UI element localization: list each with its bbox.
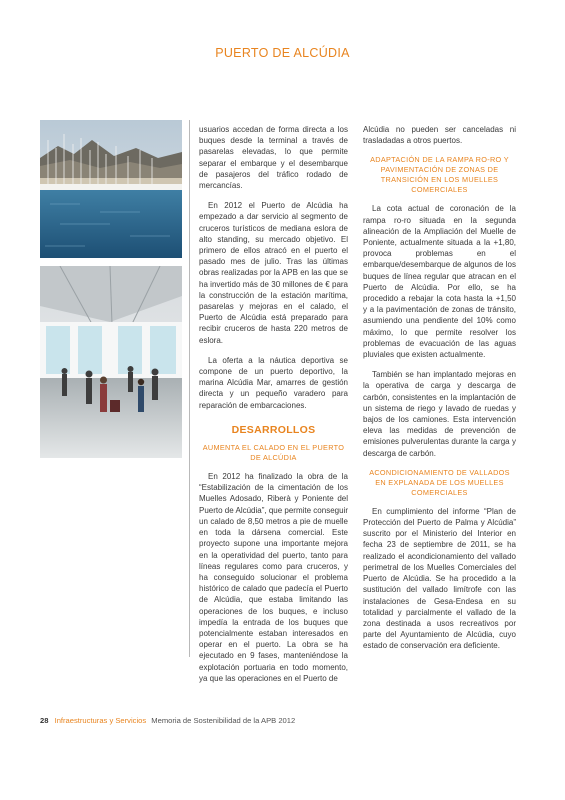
right-text-column [363, 124, 516, 661]
paragraph: La oferta a la náutica deportiva se compone de un puerto deportivo, la marina Alcúdia Mar, amarres de gestión directa y un pequeño varadero para reparación de embarcaciones. [199, 355, 348, 410]
paragraph: Alcúdia no pueden ser canceladas ni trasladadas a otros puertos. [363, 125, 516, 146]
subheading: ACONDICIONAMIENTO DE VALLADOS EN EXPLANADA DE LOS MUELLES COMERCIALES [369, 467, 510, 497]
column-divider [189, 120, 190, 657]
paragraph: También se han implantado mejoras en la operativa de carga y descarga de carbón, consistentes en la implantación de un sistema de riego y lavado de ruedas y bajos de los camiones. Esta intervención eleva las medidas de prevención de emisiones pulverulentas durante la carga y descarga de carbón. [363, 370, 516, 458]
paragraph: En cumplimiento del informe “Plan de Protección del Puerto de Palma y Alcúdia” suscrito por el Ministerio del Interior en fecha 23 de septiembre de 2011, se ha realizado el acondicionamiento del vallado perimetral de los Muelles Comerciales del Puerto de Alcúdia. Se ha procedido a la sustitución del vallado limítrofe con las instalaciones de Gesa-Endesa en su totalidad y parcialmente el vallado de la zona destinada a usos recreativos por parte del Ayuntamiento de Alcúdia, cuyo estado de conservación era deficiente. [363, 506, 516, 651]
footer-section: Infraestructuras y Servicios [54, 716, 147, 725]
harbor-photo [40, 120, 182, 258]
paragraph: En 2012 el Puerto de Alcúdia ha empezado a dar servicio al segmento de cruceros turísticos de mediana eslora de alto standing, su mercado objetivo. El primero de ellos atracó en el puerto el pasado mes de julio. Tras las últimas obras realizadas por la APB en las que se ha invertido más de 30 millones de € para la construcción de la estación marítima, pasarelas y mejoras en el calado, el Puerto de Alcúdia está preparado para recibir cruceros de hasta 220 metros de eslora. [199, 201, 348, 345]
page-footer [40, 716, 295, 725]
terminal-photo [40, 266, 182, 458]
paragraph: usuarios accedan de forma directa a los buques desde la terminal a través de pasarelas elevadas, lo que permite separar el embarque y el desembarque de pasajeros del tráfico rodado de mercancías. [199, 125, 348, 191]
subheading: AUMENTA EL CALADO EN EL PUERTO DE ALCÚDIA [202, 443, 345, 463]
subheading: ADAPTACIÓN DE LA RAMPA RO-RO Y PAVIMENTACIÓN DE ZONAS DE TRANSICIÓN EN LOS MUELLES COMERCIALES [370, 155, 509, 195]
paragraph: En 2012 ha finalizado la obra de la “Estabilización de la cimentación de los Muelles Adosado, Riberà y Poniente del Puerto de Alcúdia”, que permite conseguir un calado de 8,50 metros a pie de muelle en toda la dársena comercial. Este proyecto supone una importante mejora en la operatividad del puerto, tanto para líneas regulares como para cruceros, y ha conseguido solucionar el problema histórico de calado que padecía el Puerto de Alcúdia, que estaba limitando las operaciones de los buques, e incluso impedía la entrada de los buques que potencialmente estaban interesados en operar en el puerto. La obra se ha ejecutado en 9 fases, manteniéndose la explotación portuaria en todo momento, ya que las operaciones en el Puerto de [199, 472, 348, 683]
paragraph: La cota actual de coronación de la rampa ro-ro situada en la segunda alineación de la Ampliación del Muelle de Poniente, actualmente situada a la +1,80, provoca problemas en el embarque/desembarque de algunos de los buques de línea regular que atracan en el Puerto de Alcúdia. Por ello, se ha procedido a rebajar la cota hasta la +1,50 y a la pavimentación de zonas de tránsito, asumiendo una pendiente del 10% como máximo, lo que permite resolver los problemas de evacuación de las aguas pluviales que existen actualmente. [363, 204, 516, 360]
page-title: PUERTO DE ALCÚDIA [215, 46, 350, 60]
footer-doc-title: Memoria de Sostenibilidad de la APB 2012 [151, 716, 296, 725]
page-number: 28 [40, 716, 49, 725]
section-title: DESARROLLOS [231, 423, 316, 436]
left-text-column [199, 124, 348, 693]
